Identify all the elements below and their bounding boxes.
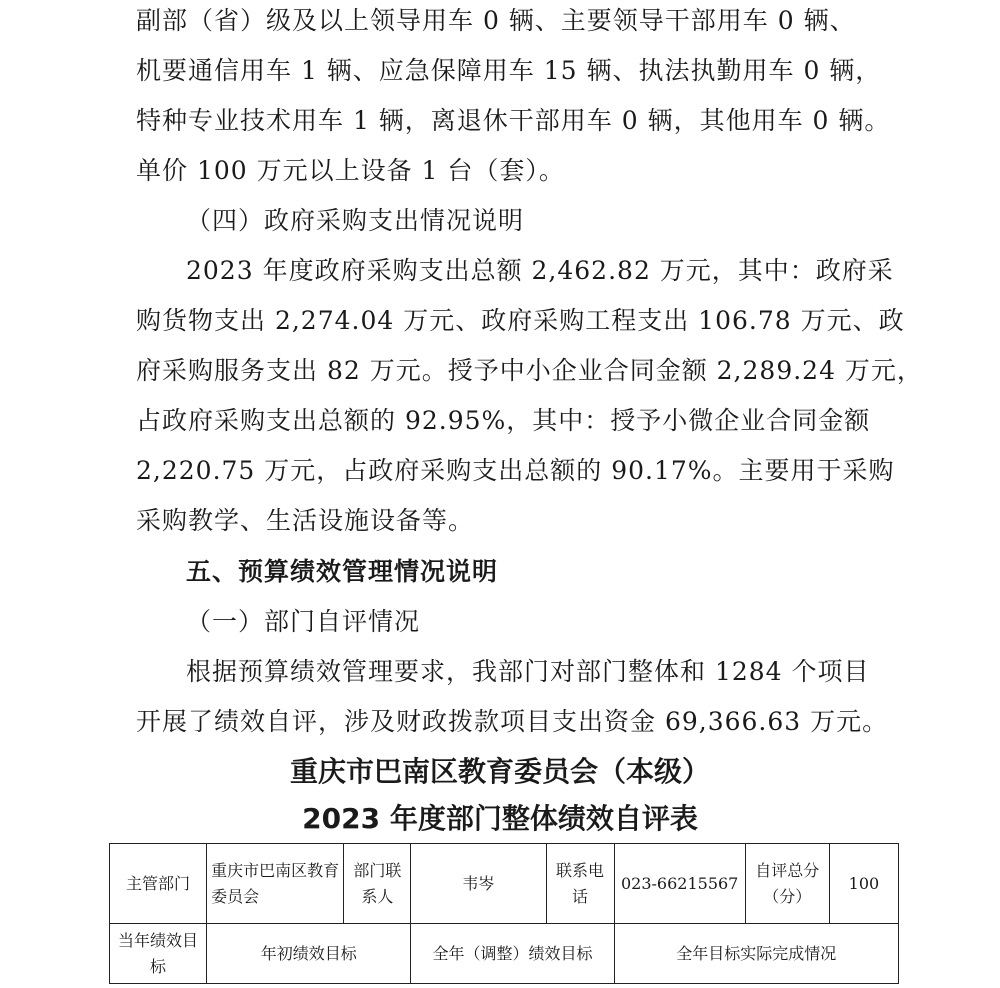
paragraph-line: 占政府采购支出总额的 92.95%，其中：授予小微企业合同金额	[136, 406, 871, 435]
contact-value-cell: 韦岑	[411, 844, 546, 924]
paragraph-line: 2,220.75 万元，占政府采购支出总额的 90.17%。主要用于采购	[136, 456, 895, 485]
table-row	[110, 924, 899, 984]
paragraph-line: 2023 年度政府采购支出总额 2,462.82 万元，其中：政府采	[186, 256, 894, 285]
table-title-line1: 重庆市巴南区教育委员会（本级）	[289, 755, 710, 788]
contact-label-cell: 部门联系人	[344, 844, 411, 924]
actual-completion-cell: 全年目标实际完成情况	[614, 924, 898, 984]
score-value-cell: 100	[829, 844, 898, 924]
paragraph-line: 购货物支出 2,274.04 万元、政府采购工程支出 106.78 万元、政	[136, 306, 905, 335]
paragraph-line: 府采购服务支出 82 万元。授予中小企业合同金额 2,289.24 万元，	[136, 356, 923, 385]
paragraph-line: 副部（省）级及以上领导用车 0 辆、主要领导干部用车 0 辆、	[136, 6, 856, 35]
paragraph-line: 单价 100 万元以上设备 1 台（套）。	[136, 156, 565, 185]
section-heading: （四）政府采购支出情况说明	[186, 206, 525, 235]
phone-label-cell: 联系电话	[546, 844, 614, 924]
phone-value-cell: 023-66215567	[614, 844, 745, 924]
paragraph-line: 特种专业技术用车 1 辆，离退休干部用车 0 辆，其他用车 0 辆。	[136, 106, 891, 135]
section-heading: （一）部门自评情况	[186, 607, 421, 636]
paragraph-line: 采购教学、生活设施设备等。	[136, 506, 475, 535]
chapter-heading: 五、预算绩效管理情况说明	[186, 557, 499, 586]
dept-value-cell: 重庆市巴南区教育委员会	[207, 844, 344, 924]
paragraph-line: 根据预算绩效管理要求，我部门对部门整体和 1284 个项目	[186, 657, 870, 686]
score-label-cell: 自评总分（分）	[745, 844, 829, 924]
paragraph-line: 机要通信用车 1 辆、应急保障用车 15 辆、执法执勤用车 0 辆，	[136, 56, 882, 85]
self-evaluation-table	[109, 843, 899, 984]
table-title-line2: 2023 年度部门整体绩效自评表	[302, 802, 698, 835]
adjusted-goal-cell: 全年（调整）绩效目标	[411, 924, 614, 984]
dept-label-cell: 主管部门	[110, 844, 207, 924]
table-row	[110, 844, 899, 924]
initial-goal-cell: 年初绩效目标	[207, 924, 411, 984]
paragraph-line: 开展了绩效自评，涉及财政拨款项目支出资金 69,366.63 万元。	[136, 707, 889, 736]
goal-label-cell: 当年绩效目标	[110, 924, 207, 984]
